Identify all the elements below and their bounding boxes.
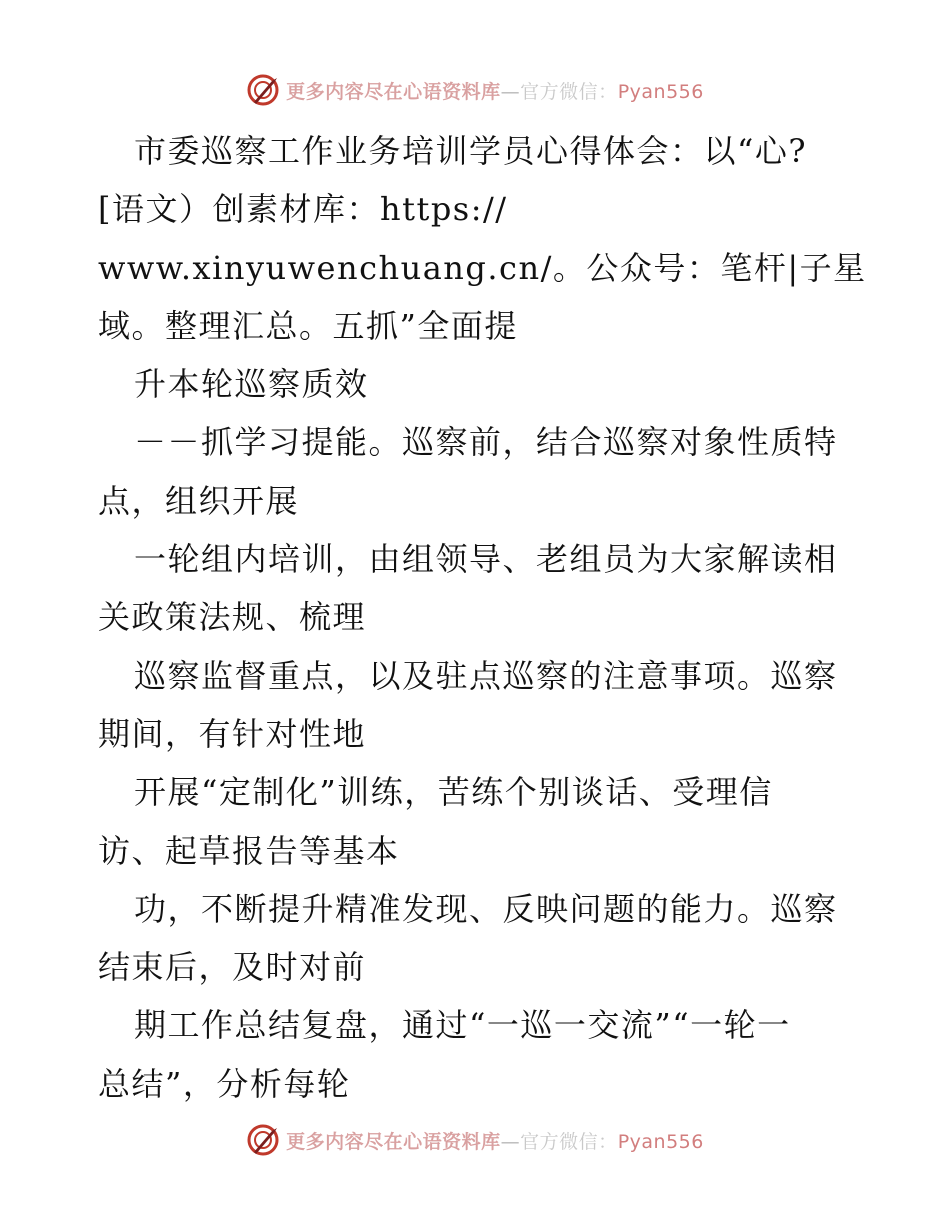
text-line: 巡察监督重点，以及驻点巡察的注意事项。巡察 — [134, 656, 838, 695]
watermark-title: 更多内容尽在心语资料库 — [286, 80, 501, 103]
text-line: 访、起草报告等基本 — [98, 831, 400, 870]
text-line: [语文）创素材库：https:// — [98, 190, 508, 229]
text-line: －－抓学习提能。巡察前，结合巡察对象性质特 — [134, 423, 838, 462]
text-line: 点，组织开展 — [98, 481, 300, 520]
text-line: 市委巡察工作业务培训学员心得体会：以“心? — [134, 132, 808, 170]
pen-logo-icon — [246, 72, 282, 108]
header-watermark — [0, 70, 950, 110]
watermark-wechat-label: 官方微信： — [520, 1130, 618, 1153]
watermark-text — [286, 1127, 704, 1154]
text-line: 域。整理汇总。五抓”全面提 — [98, 306, 518, 345]
text-line: 期间，有针对性地 — [98, 714, 367, 753]
text-line: 结束后，及时对前 — [98, 948, 367, 987]
text-line: 功，不断提升精准发现、反映问题的能力。巡察 — [134, 889, 838, 928]
text-line: 总结”，分析每轮 — [98, 1064, 351, 1103]
text-line: 开展“定制化”训练，苦练个别谈话、受理信 — [134, 773, 773, 812]
text-line: 一轮组内培训，由组领导、老组员为大家解读相 — [134, 540, 838, 579]
watermark-dash: — — [500, 80, 521, 103]
text-line: 升本轮巡察质效 — [134, 365, 369, 404]
text-line: www.xinyuwenchuang.cn/。公众号：笔杆|子星 — [98, 248, 867, 287]
text-line: 期工作总结复盘，通过“一巡一交流”“一轮一 — [134, 1006, 791, 1045]
footer-watermark — [0, 1120, 950, 1160]
watermark-wechat-id: Pyan556 — [617, 80, 704, 103]
text-line: 关政策法规、梳理 — [98, 598, 367, 637]
watermark-text — [286, 77, 704, 104]
document-body — [98, 122, 878, 1113]
watermark-wechat-label: 官方微信： — [520, 80, 618, 103]
watermark-title: 更多内容尽在心语资料库 — [286, 1130, 501, 1153]
pen-logo-icon — [246, 1122, 282, 1158]
watermark-wechat-id: Pyan556 — [617, 1130, 704, 1153]
watermark-dash: — — [500, 1130, 521, 1153]
